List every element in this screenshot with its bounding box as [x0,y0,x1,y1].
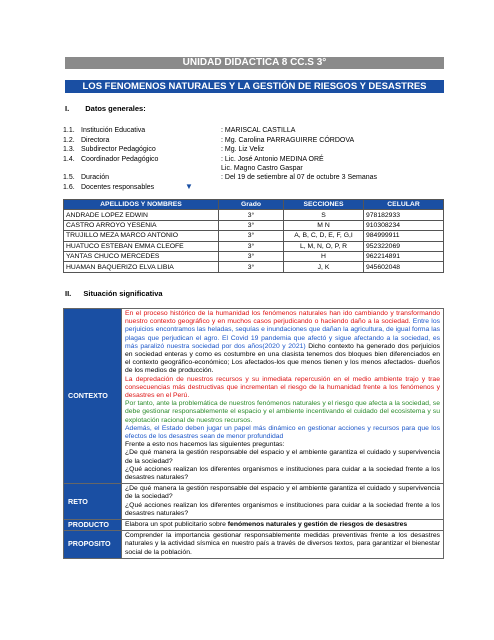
unit-subtitle: LOS FENOMENOS NATURALES Y LA GESTIÓN DE RIESGOS Y DESASTRES [65,80,444,93]
proposito-label: PROPOSITO [64,531,122,559]
context-text: En el proceso histórico de la humanidad los fenómenos naturales han ido cambiando y transformando nuestro contexto geográfico y en muchos casos perjudicando o haciendo daño a la sociedad. Entre los perjuicios encontramos las heladas, sequías e inundaciones que dañan la agricultura, de igual forma las plagas que perjudican el agro. El Covid 19 pandemia que afectó y sigue afectando a la sociedad, es más paralizó nuestra sociedad por dos años(2020 y 2021) Dicho contexto ha generado dos perjuicios en sociedad enteras y como es costumbre en una clasista tenemos dos bloques bien diferenciados en el contexto geográfico-económico; Los afectados-los que menos tienen y los menos afectados- dueños de los medios de producción. La depredación de nuestros recursos y su inmediata repercusión en el medio ambiente trajo y trae consecuencias más destructivas que incrementan el riesgo de la humanidad frente a los fenómenos y desastres en el Perú. Por tanto, ante la problemática de nuestros fenómenos naturales y el riesgo que afecta a la sociedad, se debe gestionar responsablemente el espacio y el ambiente incentivando el cuidado del ecosistema y su explotación racional de nuestros recursos. Además, el Estado deben jugar un papel más dinámico en gestionar acciones y recursos para que los efectos de los desastres sean de menor profundidad Frente a esto nos hacemos las siguientes preguntas: ¿De qué manera la gestión responsable del espacio y el ambiente garantiza el cuidado y supervivencia de la sociedad? ¿Qué acciones realizan los diferentes organismos e instituciones para cuidar a la sociedad frente a los desastres naturales? [122,309,444,484]
general-row: 1.3. Subdirector Pedagógico : Mg. Liz Veliz [63,146,265,153]
column-header: Grado [219,200,284,210]
column-header: CELULAR [364,200,444,210]
table-row: CASTRO ARROYO YESENIA 3° M N 910308234 [64,220,444,230]
reto-label: RETO [64,484,122,520]
section-general-heading [65,104,146,113]
situation-table [63,308,444,559]
table-row: ANDRADE LOPEZ EDWIN 3° S 978182933 [64,210,444,220]
general-row: 1.4. Coordinador Pedagógico : Lic. José Antonio MEDINA ORÉ [63,155,324,163]
column-header: SECCIONES [284,200,364,210]
reto-text: ¿De qué manera la gestión responsable del espacio y el ambiente garantiza el cuidado y supervivencia de la sociedad? ¿Qué acciones realizan los diferentes organismos e instituciones para cuidar a la sociedad frente a los desastres naturales? [122,484,444,520]
table-row: HUAMAN BAQUERIZO ELVA LIBIA 3° J, K 945602048 [64,262,444,272]
section-number: II. [65,289,72,298]
context-row [64,309,444,484]
table-row: YANTAS CHUCO MERCEDES 3° H 962214891 [64,251,444,261]
producto-label: PRODUCTO [64,520,122,531]
section-label: Situación significativa [83,289,163,298]
teachers-table [63,199,444,273]
reto-row [64,484,444,520]
section-label: Datos generales: [85,104,146,113]
unit-title: UNIDAD DIDÁCTICA 8 CC.S 3° [65,57,444,69]
table-row: TRUJILLO MEZA MARCO ANTONIO 3° A, B, C, D, E, F, G,I 984999911 [64,231,444,241]
column-header: APELLIDOS Y NOMBRES [64,200,219,210]
proposito-text: Comprender la importancia gestionar responsablemente medidas preventivas frente a los desastres naturales y la actividad sísmica en nuestro país a través de diversos textos, para garantizar el bienestar social de la población. [122,531,444,559]
producto-row [64,520,444,531]
proposito-row [64,531,444,559]
triangle-down-icon: ▼ [185,181,193,191]
producto-text: Elabora un spot publicitario sobre fenómenos naturales y gestión de riesgos de desastres [122,520,444,531]
section-number: I. [65,104,70,113]
table-header-row [64,200,444,210]
section-situation-heading [65,289,163,298]
context-label: CONTEXTO [64,309,122,484]
table-row: HUATUCO ESTEBAN EMMA CLEOFE 3° L, M, N, O, P, R 952322069 [64,241,444,251]
general-row: 1.2. Directora : Mg. Carolina PARRAGUIRRE CÓRDOVA [63,136,355,144]
general-row: 1.5. Duración : Del 19 de setiembre al 07 de octubre 3 Semanas [63,174,378,181]
general-row: 1.6. Docentes responsables ▼ [63,181,193,191]
general-row: 1.1. Institución Educativa : MARISCAL CASTILLA [63,127,296,134]
general-data-list: 1.1. Institución Educativa : MARISCAL CASTILLA 1.2. Directora : Mg. Carolina PARRAGUIRRE CÓRDOVA 1.3. Subdirector Pedagógico : Mg. Liz Veliz 1.4. Coordinador Pedagógico : Lic. José Antonio MEDINA ORÉ Lic. Magno Castro Gaspar 1.5. Duración : Del 19 de setiembre al 07 de octubre 3 Semanas 1.6. Docentes responsables ▼ [63,127,378,191]
